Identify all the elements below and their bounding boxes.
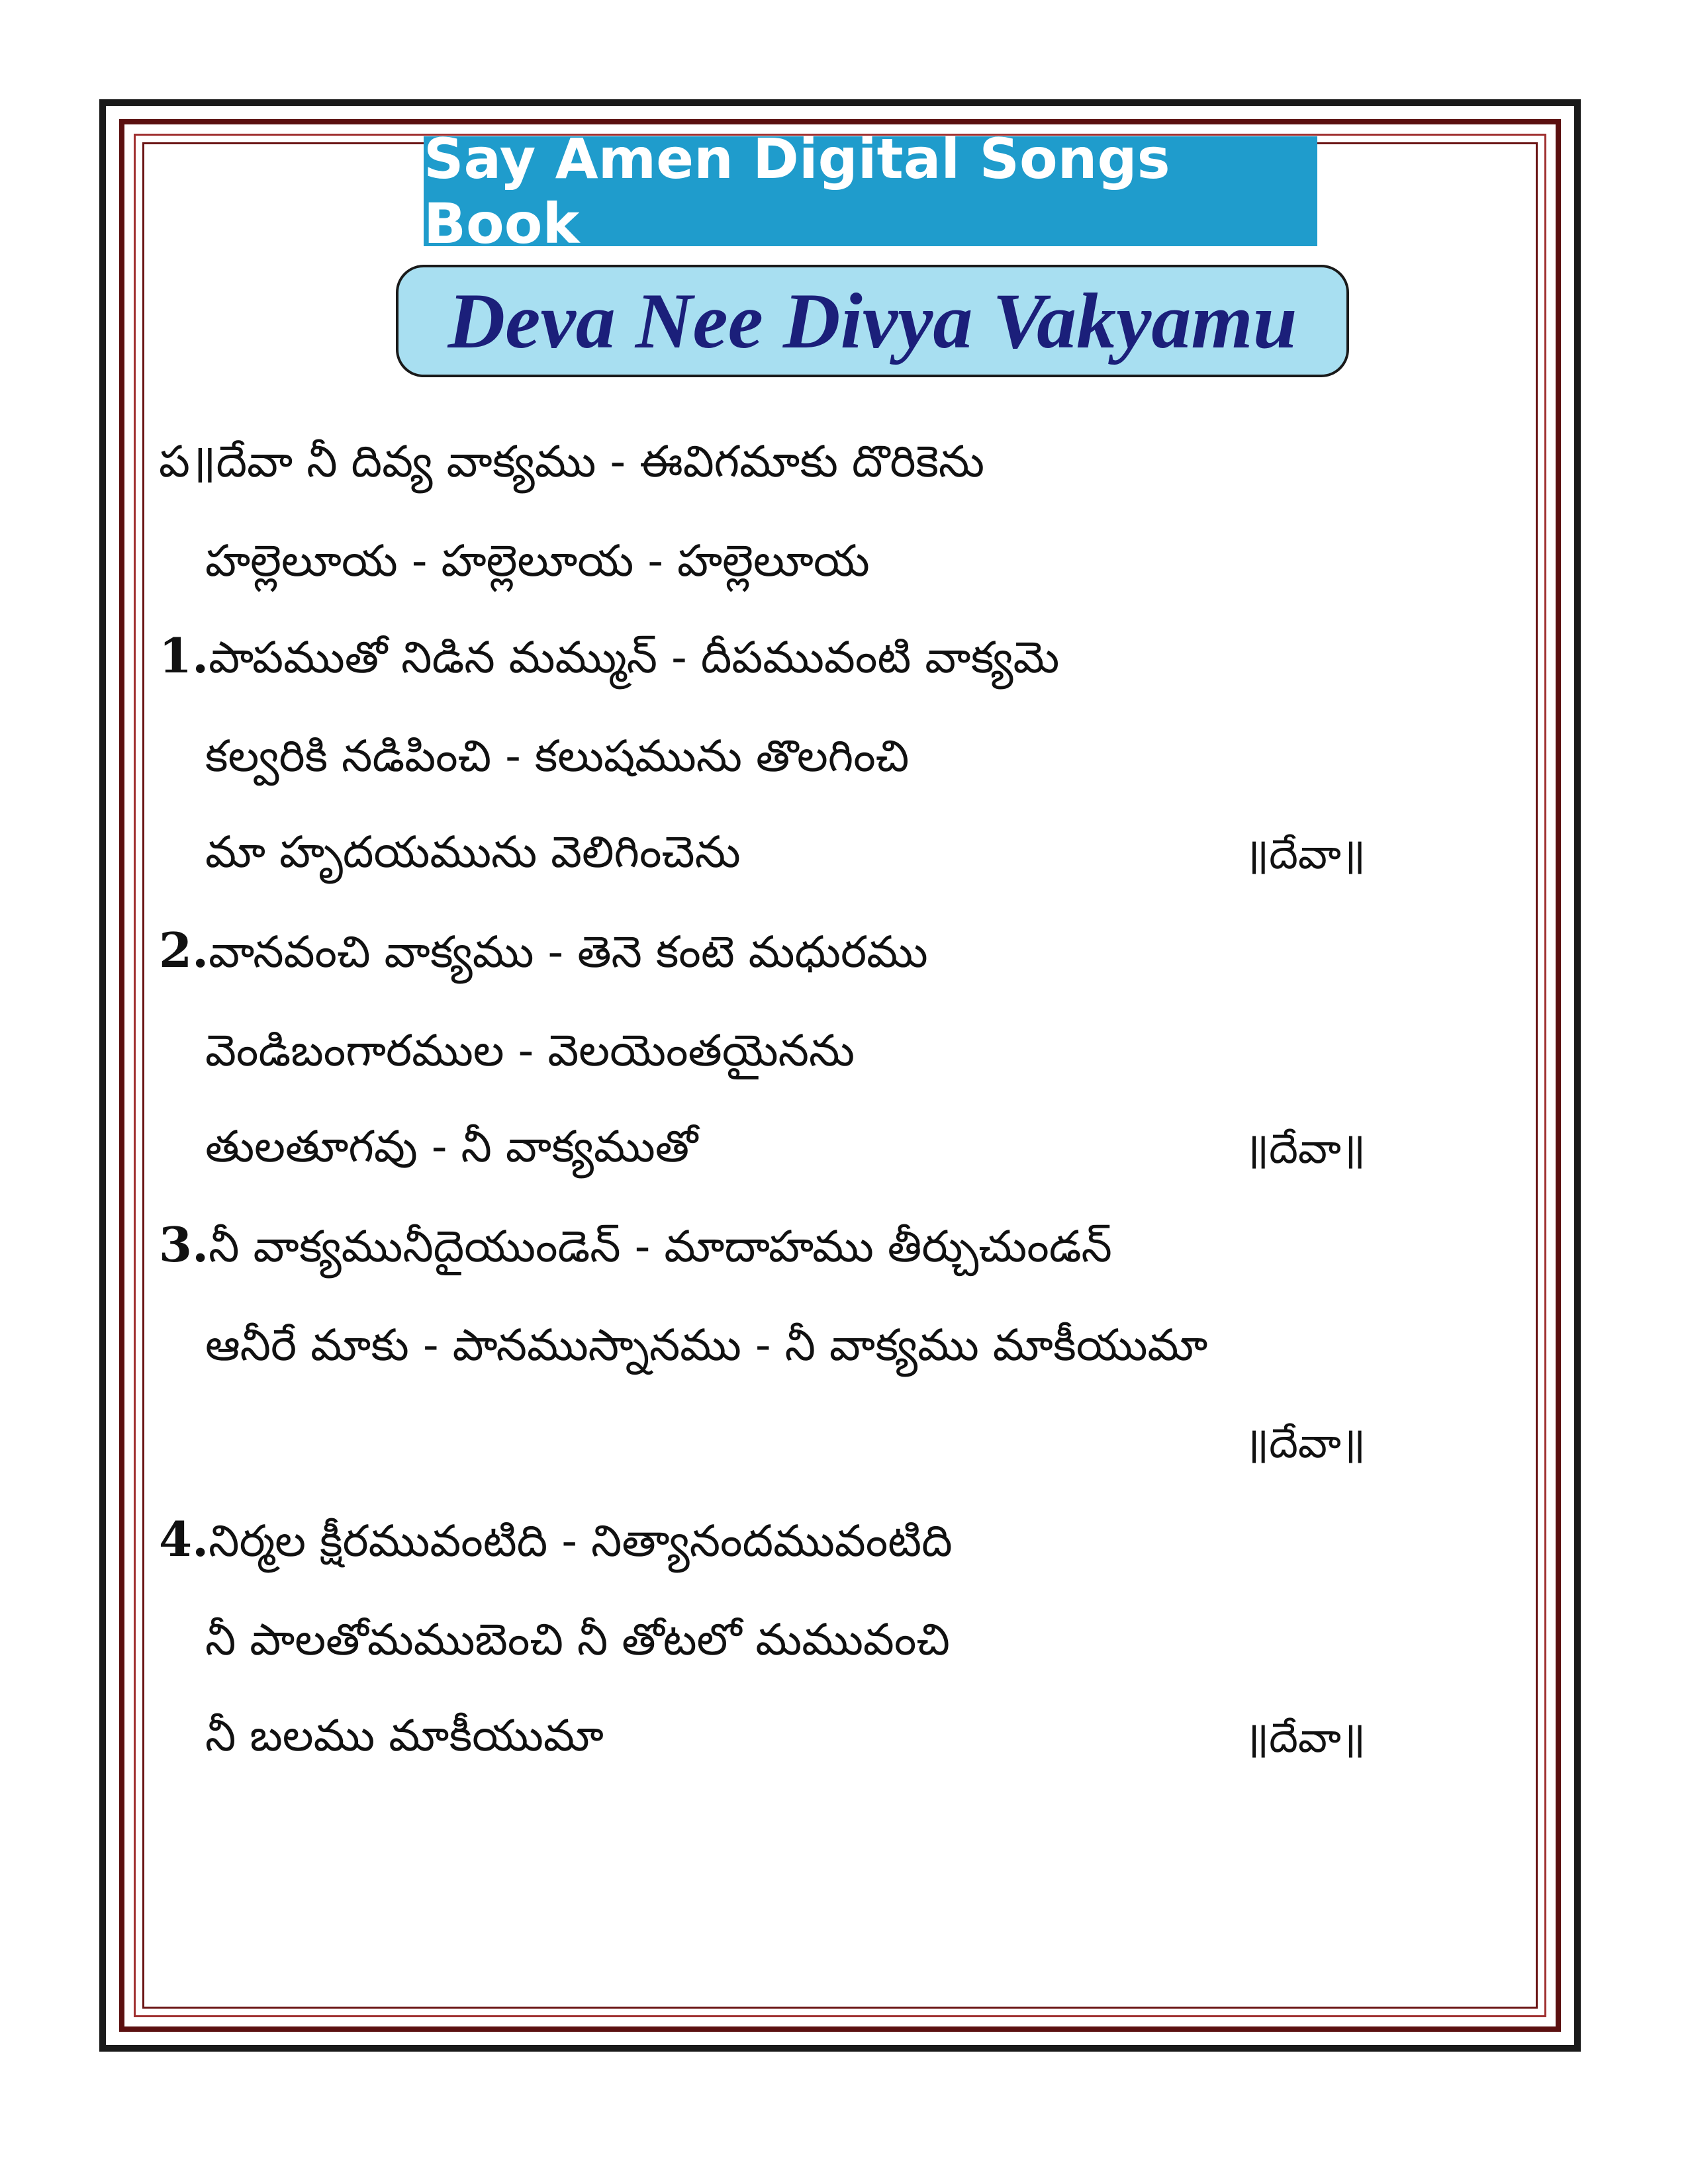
verse-number: 1. <box>159 627 209 684</box>
verse-1-line-1 <box>159 627 1060 684</box>
pallavi-line-2: హల్లెలూయ - హల్లెలూయ - హల్లెలూయ <box>205 535 870 586</box>
verse-4-line-1 <box>159 1511 953 1567</box>
verse-1-refrain: ॥దేవా॥ <box>1244 830 1366 878</box>
verse-1-line-3: మా హృదయమును వెలిగించెను <box>205 827 741 878</box>
verse-3-line-1 <box>159 1216 1112 1273</box>
song-title: Deva Nee Divya Vakyamu <box>447 277 1297 365</box>
verse-1-line-2: కల్వరికి నడిపించి - కలుషమును తొలగించి <box>205 731 910 782</box>
verse-text: నిర్మల క్షీరమువంటిది - నిత్యానందమువంటిది <box>209 1516 953 1567</box>
verse-3-line-2: ఆనీరే మాకు - పానముస్నానము - నీ వాక్యము మాకీయుమా <box>205 1320 1208 1371</box>
verse-2-refrain: ॥దేవా॥ <box>1244 1124 1366 1173</box>
verse-text: నీ వాక్యమునీదైయుండెన్ - మాదాహము తీర్చుచుండన్ <box>209 1221 1112 1272</box>
verse-2-line-3: తులతూగవు - నీ వాక్యముతో <box>205 1121 698 1172</box>
verse-number: 3. <box>159 1216 209 1273</box>
verse-text: వానవంచి వాక్యము - తెనె కంటె మధురము <box>209 927 928 978</box>
verse-4-refrain: ॥దేవా॥ <box>1244 1713 1366 1762</box>
verse-number: 2. <box>159 922 209 978</box>
verse-3-refrain: ॥దేవా॥ <box>1244 1419 1366 1467</box>
verse-4-line-3: నీ బలము మాకీయుమా <box>205 1710 604 1761</box>
verse-2-line-1 <box>159 922 928 978</box>
pallavi-line-1: ప॥దేవా నీ దివ్య వాక్యము - ఈవిగమాకు దొరికెను <box>159 436 985 487</box>
verse-2-line-2: వెండిబంగారముల - వెలయెంతయైనను <box>205 1025 855 1076</box>
verse-4-line-2: నీ పాలతోమముబెంచి నీ తోటలో మమువంచి <box>205 1614 950 1665</box>
verse-text: పాపముతో నిడిన మమ్మున్ - దీపమువంటి వాక్యమె <box>209 632 1060 683</box>
book-title: Say Amen Digital Songs Book <box>424 126 1170 256</box>
verse-number: 4. <box>159 1511 209 1567</box>
